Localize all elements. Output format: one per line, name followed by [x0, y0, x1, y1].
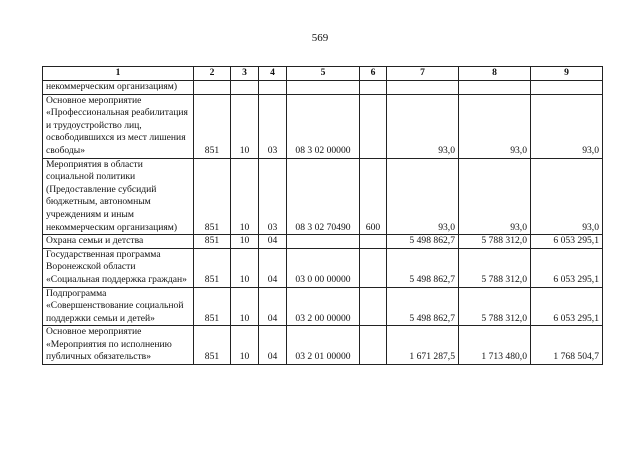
row-name: Основное мероприятие «Профессиональная реабилитация и трудоустройство лиц, освободившихся из мест лишения свободы»: [43, 94, 194, 158]
cell-amount-1: 5 498 862,7: [387, 248, 459, 287]
cell-target-code: 03 0 00 00000: [287, 248, 360, 287]
cell-amount-1: 93,0: [387, 94, 459, 158]
table-row: [43, 235, 603, 249]
table-row: [43, 158, 603, 235]
row-name: Мероприятия в области социальной политики (Предоставление субсидий бюджетным, автономным учреждениям и иным некоммерческим организациям): [43, 158, 194, 235]
cell-subsection: 04: [259, 326, 287, 365]
page-number: 569: [311, 32, 329, 44]
cell-expense-type: 600: [360, 158, 387, 235]
cell-amount-2: 93,0: [459, 94, 531, 158]
cell-ministry: 851: [194, 158, 231, 235]
cell-amount-3: 1 768 504,7: [531, 326, 603, 365]
cell-expense-type: [360, 81, 387, 95]
header-col-4: 4: [259, 67, 287, 81]
cell-target-code: 08 3 02 70490: [287, 158, 360, 235]
cell-expense-type: [360, 248, 387, 287]
header-col-6: 6: [360, 67, 387, 81]
cell-amount-2: 5 788 312,0: [459, 287, 531, 326]
cell-amount-1: 5 498 862,7: [387, 235, 459, 249]
cell-expense-type: [360, 287, 387, 326]
cell-amount-3: 93,0: [531, 94, 603, 158]
cell-section: 10: [231, 326, 259, 365]
cell-ministry: 851: [194, 287, 231, 326]
cell-expense-type: [360, 235, 387, 249]
table-row: [43, 94, 603, 158]
cell-section: 10: [231, 235, 259, 249]
cell-target-code: 03 2 00 00000: [287, 287, 360, 326]
cell-target-code: [287, 81, 360, 95]
cell-amount-1: 1 671 287,5: [387, 326, 459, 365]
cell-subsection: 03: [259, 94, 287, 158]
header-col-1: 1: [43, 67, 194, 81]
cell-amount-3: [531, 81, 603, 95]
cell-subsection: 03: [259, 158, 287, 235]
cell-subsection: 04: [259, 235, 287, 249]
cell-section: 10: [231, 158, 259, 235]
table-row: [43, 287, 603, 326]
cell-section: 10: [231, 287, 259, 326]
header-col-3: 3: [231, 67, 259, 81]
cell-amount-2: 1 713 480,0: [459, 326, 531, 365]
cell-target-code: 08 3 02 00000: [287, 94, 360, 158]
cell-subsection: 04: [259, 248, 287, 287]
table-row: [43, 248, 603, 287]
cell-amount-3: 93,0: [531, 158, 603, 235]
row-name: Основное мероприятие «Мероприятия по исполнению публичных обязательств»: [43, 326, 194, 365]
cell-expense-type: [360, 94, 387, 158]
cell-ministry: 851: [194, 235, 231, 249]
cell-section: [231, 81, 259, 95]
cell-ministry: 851: [194, 326, 231, 365]
header-col-2: 2: [194, 67, 231, 81]
cell-ministry: 851: [194, 248, 231, 287]
cell-expense-type: [360, 326, 387, 365]
header-col-5: 5: [287, 67, 360, 81]
header-col-8: 8: [459, 67, 531, 81]
cell-amount-2: [459, 81, 531, 95]
cell-amount-2: 5 788 312,0: [459, 235, 531, 249]
cell-amount-2: 93,0: [459, 158, 531, 235]
cell-target-code: 03 2 01 00000: [287, 326, 360, 365]
cell-ministry: 851: [194, 94, 231, 158]
cell-ministry: [194, 81, 231, 95]
header-row: [43, 67, 603, 81]
cell-amount-3: 6 053 295,1: [531, 248, 603, 287]
cell-amount-1: 5 498 862,7: [387, 287, 459, 326]
cell-subsection: 04: [259, 287, 287, 326]
cell-amount-2: 5 788 312,0: [459, 248, 531, 287]
row-name: Государственная программа Воронежской области «Социальная поддержка граждан»: [43, 248, 194, 287]
row-name: Охрана семьи и детства: [43, 235, 194, 249]
row-name: Подпрограмма «Совершенствование социальной поддержки семьи и детей»: [43, 287, 194, 326]
table-row: [43, 326, 603, 365]
header-col-7: 7: [387, 67, 459, 81]
header-col-9: 9: [531, 67, 603, 81]
cell-amount-3: 6 053 295,1: [531, 287, 603, 326]
table-row: [43, 81, 603, 95]
cell-amount-1: [387, 81, 459, 95]
row-name: некоммерческим организациям): [43, 81, 194, 95]
cell-amount-3: 6 053 295,1: [531, 235, 603, 249]
cell-target-code: [287, 235, 360, 249]
budget-table: [42, 66, 603, 365]
cell-subsection: [259, 81, 287, 95]
cell-amount-1: 93,0: [387, 158, 459, 235]
cell-section: 10: [231, 248, 259, 287]
cell-section: 10: [231, 94, 259, 158]
